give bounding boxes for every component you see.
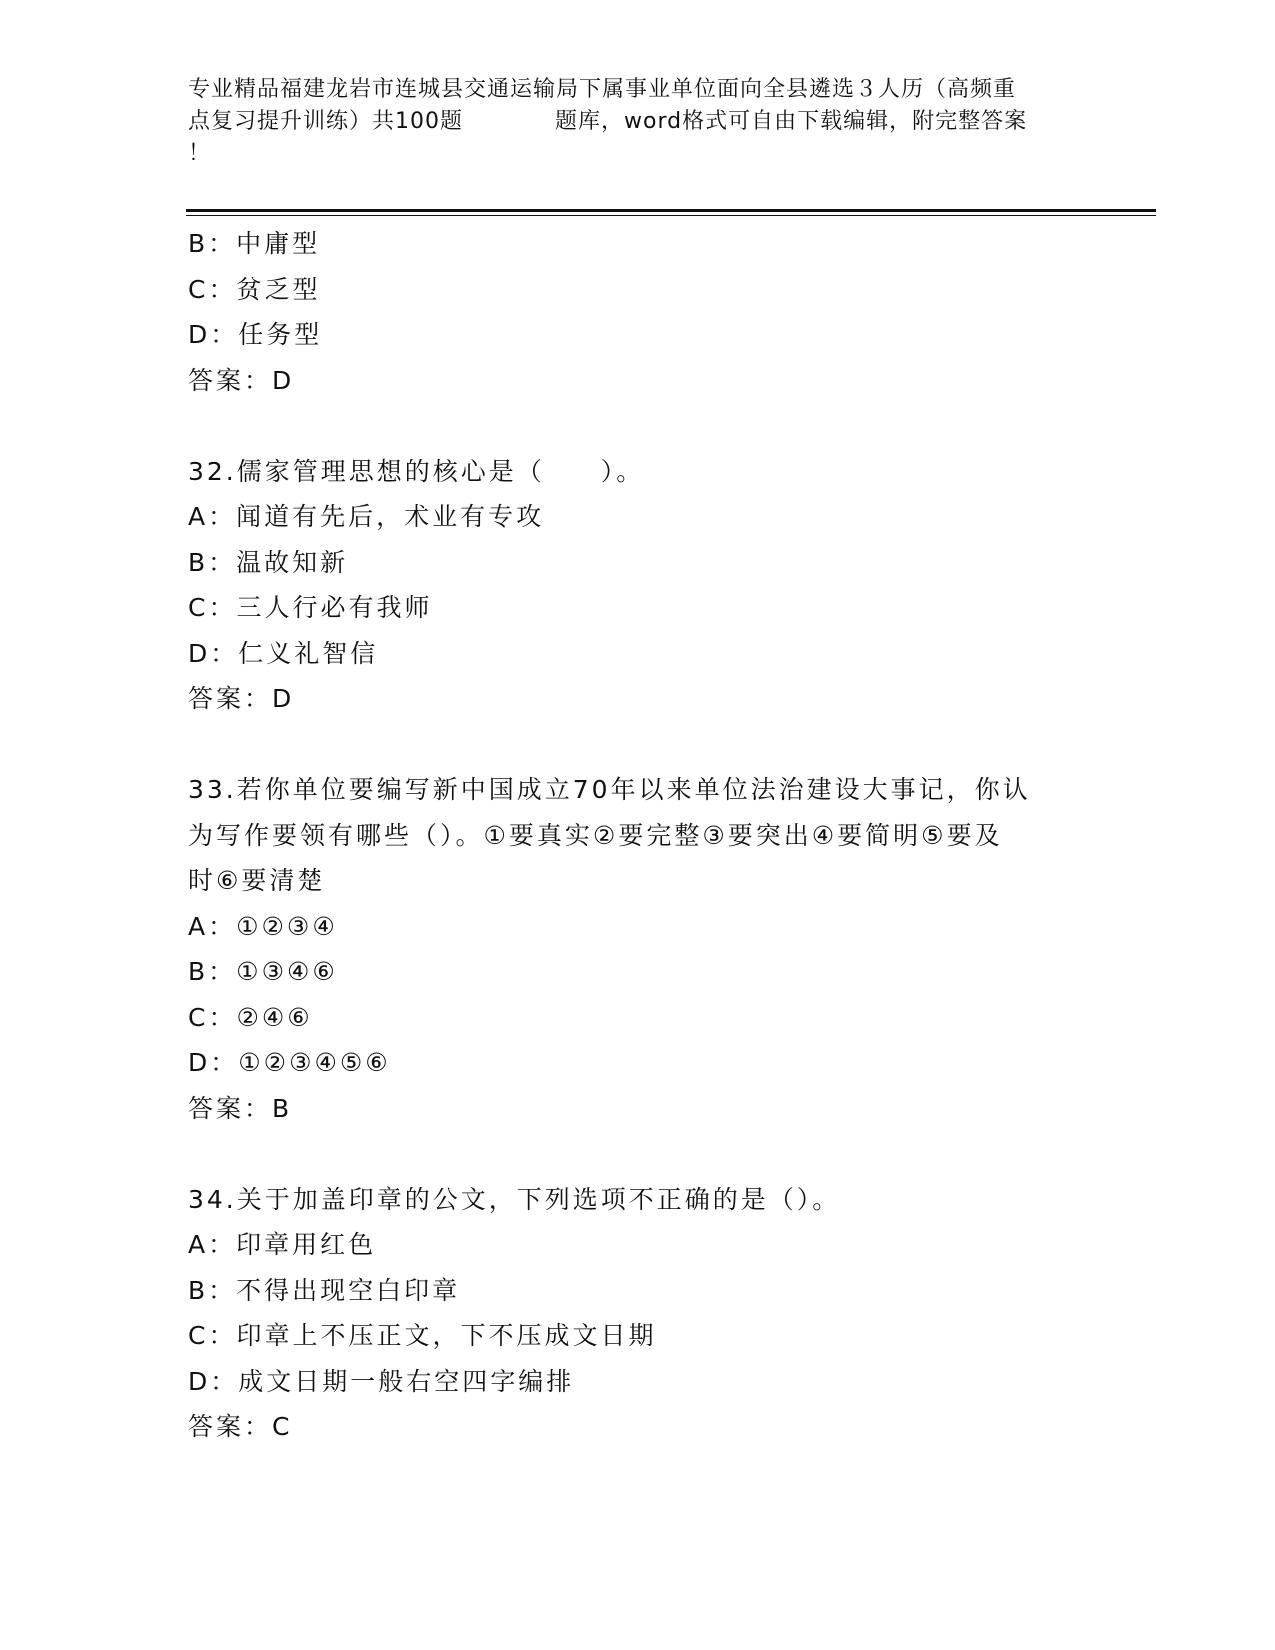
question-block-32	[188, 449, 1088, 722]
option-b: B：温故知新	[188, 547, 349, 577]
question-text: 时⑥要清楚	[188, 866, 326, 895]
answer-label: 答案：	[188, 1412, 273, 1441]
option-a: A：①②③④	[188, 911, 338, 941]
answer-label: 答案：	[188, 365, 273, 395]
header-line: 点复习提升训练）共100题 题库，word格式可自由下载编辑，附完整答案	[188, 109, 1028, 134]
option-d: D：仁义礼智信	[188, 638, 379, 668]
answer-value: B	[272, 1093, 290, 1123]
option-b: B：①③④⑥	[188, 957, 338, 986]
document-header	[188, 74, 1088, 170]
question-block-31	[188, 221, 1088, 403]
question-text: 34.关于加盖印章的公文，下列选项不正确的是（）。	[188, 1184, 841, 1214]
answer-value: C	[272, 1412, 290, 1441]
question-text: 32.儒家管理思想的核心是（ ）。	[188, 456, 645, 486]
option-c: C：②④⑥	[188, 1002, 313, 1032]
question-block-34	[188, 1177, 1088, 1450]
question-text: 为写作要领有哪些（）。①要真实②要完整③要突出④要简明⑤要及	[188, 820, 1003, 850]
answer-label: 答案：	[188, 1093, 273, 1123]
header-divider-thick	[186, 209, 1156, 212]
option-a: A：闻道有先后，术业有专攻	[188, 502, 545, 531]
option-d: D：①②③④⑤⑥	[188, 1048, 391, 1077]
header-line: 专业精品福建龙岩市连城县交通运输局下属事业单位面向全县遴选３人历（高频重	[188, 77, 1017, 102]
option-c: C：贫乏型	[188, 274, 321, 304]
question-block-33	[188, 767, 1088, 1131]
answer-line	[188, 676, 1088, 722]
option-d: D：任务型	[188, 320, 323, 349]
answer-line	[188, 1404, 1088, 1450]
option-b: B：中庸型	[188, 229, 321, 258]
question-list	[188, 221, 1088, 1450]
header-line: ！	[188, 141, 212, 166]
answer-line	[188, 1086, 1088, 1132]
header-divider-thin	[186, 215, 1156, 216]
option-d: D：成文日期一般右空四字编排	[188, 1366, 575, 1396]
answer-value: D	[272, 365, 292, 395]
option-c: C：三人行必有我师	[188, 593, 433, 622]
option-c: C：印章上不压正文，下不压成文日期	[188, 1321, 657, 1350]
answer-value: D	[272, 684, 292, 713]
option-b: B：不得出现空白印章	[188, 1275, 461, 1305]
question-text: 33.若你单位要编写新中国成立70年以来单位法治建设大事记，你认	[188, 775, 1031, 804]
option-a: A：印章用红色	[188, 1230, 377, 1259]
answer-label: 答案：	[188, 684, 273, 713]
answer-line	[188, 358, 1088, 404]
